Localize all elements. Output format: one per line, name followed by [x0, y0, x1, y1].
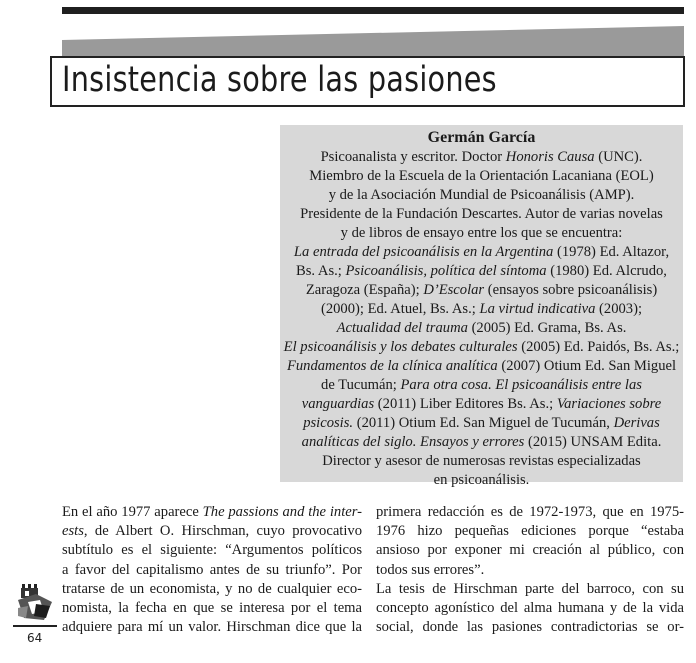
- bio-line: [282, 167, 681, 186]
- italic-title-text: Psicoanálisis, política del síntoma: [345, 263, 547, 279]
- text-line: [376, 522, 684, 541]
- bio-line: [282, 300, 681, 319]
- text-segment: En el año 1977 aparece: [62, 504, 203, 520]
- text-segment: y de la Asociación Mundial de Psicoanálisis (AMP).: [328, 187, 635, 203]
- bio-line: [282, 471, 681, 490]
- bio-line: [282, 376, 681, 395]
- text-segment: Psicoanalista y escritor. Doctor: [320, 149, 506, 165]
- page-number: 64: [27, 631, 43, 645]
- italic-title-text: psicosis.: [303, 415, 354, 431]
- italic-title-text: vanguardias: [301, 396, 375, 412]
- title-box: [50, 56, 685, 107]
- italic-title-text: analíticas del siglo. Ensayos y errores: [301, 434, 525, 450]
- bio-line: [282, 414, 681, 433]
- text-segment: La tesis de Hirschman parte del barroco, con su: [376, 580, 684, 597]
- text-segment: Director y asesor de numerosas revistas especializadas: [322, 453, 641, 469]
- text-line: [62, 580, 362, 599]
- text-segment: (2007) Otium Ed. San Miguel: [497, 358, 677, 374]
- bio-line: [282, 262, 681, 281]
- text-segment: (2005) Ed. Grama, Bs. As.: [467, 320, 627, 336]
- page-number-rule: [13, 625, 57, 627]
- text-line: [62, 599, 362, 618]
- italic-title-text: Variaciones sobre: [556, 396, 662, 412]
- italic-title-text: Actualidad del trauma: [336, 320, 468, 336]
- text-segment: (UNC).: [594, 149, 643, 165]
- text-segment: (2000); Ed. Atuel, Bs. As.;: [320, 301, 480, 317]
- text-segment: Zaragoza (España);: [305, 282, 424, 298]
- text-line: [62, 522, 362, 541]
- text-segment: 1976 hizo pequeñas ediciones porque “estaba: [376, 523, 684, 540]
- text-line: [376, 599, 684, 618]
- italic-title-text: La virtud indicativa: [479, 301, 596, 317]
- text-segment: (2011) Otium Ed. San Miguel de Tucumán,: [353, 415, 614, 431]
- body-column-left: [62, 503, 362, 637]
- bio-line: [282, 338, 681, 357]
- text-segment: , de Albert O. Hirschman, cuyo provocativo: [83, 523, 362, 540]
- bio-line: [282, 205, 681, 224]
- text-segment: Miembro de la Escuela de la Orientación Lacaniana (EOL): [309, 168, 654, 184]
- author-bio-text: [282, 148, 681, 490]
- italic-title-text: The passions and the inter-: [202, 504, 362, 520]
- bio-line: [282, 186, 681, 205]
- text-segment: social, donde las pasiones contradictorias se or-: [376, 619, 684, 636]
- text-line: [376, 561, 684, 580]
- text-segment: Presidente de la Fundación Descartes. Autor de varias novelas: [300, 206, 663, 222]
- text-segment: subtítulo es el siguiente: “Argumentos políticos: [62, 542, 362, 559]
- text-line: [376, 541, 684, 560]
- text-segment: tratarse de un economista, y no de cualquier eco-: [62, 580, 362, 597]
- text-segment: (1980) Ed. Alcrudo,: [546, 263, 667, 279]
- text-segment: adquiere para mí un valor. Hirschman dice que la: [62, 619, 362, 636]
- bio-line: [282, 395, 681, 414]
- text-segment: (2015) UNSAM Edita.: [524, 434, 662, 450]
- castle-logo-icon: [14, 580, 56, 622]
- text-segment: ansioso por exponer mi creación al público, con: [376, 542, 684, 559]
- italic-title-text: Honoris Causa: [505, 149, 595, 165]
- text-segment: (2005) Ed. Paidós, Bs. As.;: [517, 339, 680, 355]
- bio-line: [282, 224, 681, 243]
- text-line: [62, 503, 362, 522]
- italic-title-text: D’Escolar: [423, 282, 485, 298]
- article-title: Insistencia sobre las pasiones: [62, 60, 497, 100]
- bio-line: [282, 433, 681, 452]
- text-line: [376, 580, 684, 599]
- text-segment: en psicoanálisis.: [433, 472, 530, 488]
- text-line: [62, 618, 362, 637]
- text-line: [62, 561, 362, 580]
- text-line: [376, 618, 684, 637]
- bio-line: [282, 148, 681, 167]
- text-segment: de Tucumán;: [321, 377, 401, 393]
- bio-line: [282, 243, 681, 262]
- author-name: Germán García: [427, 129, 536, 146]
- text-segment: (ensayos sobre psicoanálisis): [484, 282, 658, 298]
- text-segment: (2003);: [595, 301, 643, 317]
- bio-line: [282, 319, 681, 338]
- bio-line: [282, 452, 681, 471]
- text-line: [376, 503, 684, 522]
- text-segment: (1978) Ed. Altazor,: [553, 244, 670, 260]
- italic-title-text: Fundamentos de la clínica analítica: [286, 358, 498, 374]
- text-segment: primera redacción es de 1972-1973, que en 1975-: [376, 504, 684, 520]
- text-segment: nomista, la fecha en que se interesa por el tema: [62, 600, 362, 617]
- bio-line: [282, 281, 681, 300]
- text-segment: concepto agonístico del alma humana y de la vida: [376, 600, 684, 617]
- text-segment: y de libros de ensayo entre los que se encuentra:: [340, 225, 623, 241]
- italic-title-text: Derivas: [613, 415, 660, 431]
- italic-title-text: El psicoanálisis y los debates culturales: [283, 339, 518, 355]
- italic-title-text: La entrada del psicoanálisis en la Argentina: [293, 244, 554, 260]
- body-column-right: [376, 503, 684, 637]
- text-segment: Bs. As.;: [296, 263, 346, 279]
- text-segment: todos sus errores”.: [376, 561, 485, 578]
- bio-line: [282, 357, 681, 376]
- text-line: [62, 541, 362, 560]
- text-segment: a favor del capitalismo antes de su triunfo”. Por: [62, 561, 362, 578]
- italic-title-text: ests: [62, 523, 84, 540]
- text-segment: (2011) Liber Editores Bs. As.;: [374, 396, 557, 412]
- author-bio-box: [280, 125, 683, 488]
- italic-title-text: Para otra cosa. El psicoanálisis entre las: [400, 377, 642, 393]
